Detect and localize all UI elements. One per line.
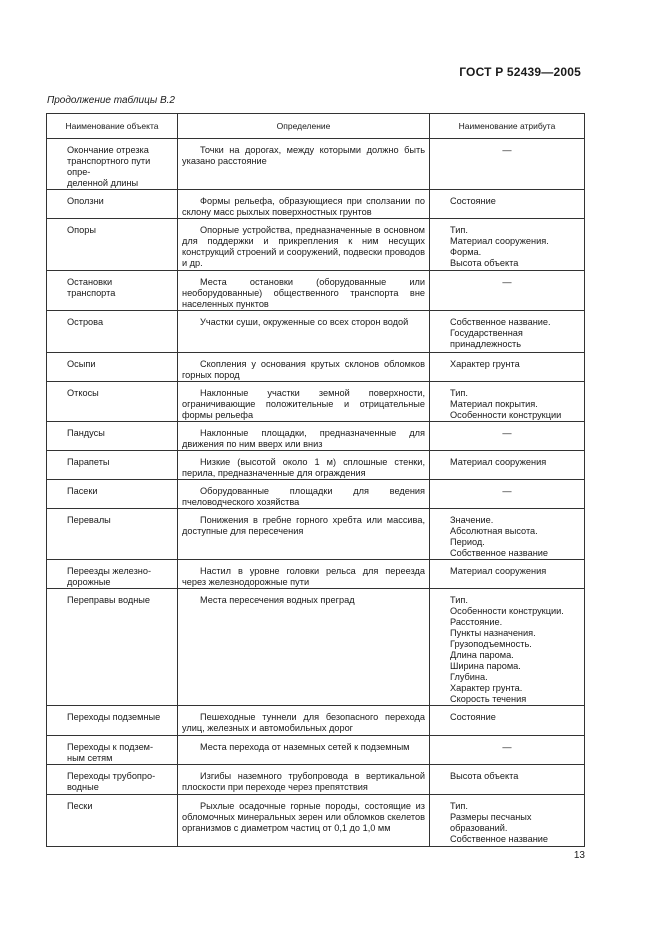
attribute-text: — [502, 742, 512, 752]
attribute-text: — [502, 428, 512, 438]
definition-text: Опорные устройства, предназначенные в основном для поддержки и прикрепления к ним несущих конструкций строений и сооружений, подвески проводов и др. [182, 225, 425, 268]
attribute-text: Значение. Абсолютная высота. Период. Собственное название [450, 515, 549, 558]
attribute-text: — [502, 277, 512, 287]
attribute-text: — [502, 145, 512, 155]
table-row [47, 219, 585, 271]
object-name: Переходы подземные [67, 712, 161, 722]
definition-text: Скопления у основания крутых склонов обломков горных пород [182, 359, 425, 380]
definition-cell [178, 271, 430, 311]
attribute-cell [430, 509, 585, 560]
definition-text: Места пересечения водных преград [200, 595, 355, 605]
attribute-text: — [502, 486, 512, 496]
object-name-cell [47, 271, 178, 311]
table-header-row [47, 114, 585, 139]
attribute-text: Тип. Размеры песчаных образований. Собственное название [450, 801, 549, 844]
attribute-text: Характер грунта [450, 359, 520, 369]
table-row [47, 706, 585, 736]
object-name: Оползни [67, 196, 104, 206]
table-row [47, 736, 585, 765]
objects-table [46, 113, 585, 847]
table-row [47, 422, 585, 451]
table-row [47, 190, 585, 219]
attribute-text: Состояние [450, 196, 496, 206]
object-name: Перевалы [67, 515, 111, 525]
object-name: Переправы водные [67, 595, 150, 605]
attribute-text: Высота объекта [450, 771, 519, 781]
definition-text: Изгибы наземного трубопровода в вертикальной плоскости при переходе через препятствия [182, 771, 425, 792]
definition-cell [178, 560, 430, 589]
table-row [47, 795, 585, 847]
object-name: Переезды железно- дорожные [67, 566, 152, 587]
table-row [47, 271, 585, 311]
attribute-cell [430, 736, 585, 765]
table-row [47, 311, 585, 353]
attribute-cell [430, 480, 585, 509]
definition-cell [178, 311, 430, 353]
object-name-cell [47, 706, 178, 736]
attribute-cell [430, 422, 585, 451]
object-name: Осыпи [67, 359, 96, 369]
object-name: Переходы к подзем- ным сетям [67, 742, 154, 763]
object-name: Острова [67, 317, 104, 327]
object-name-cell [47, 219, 178, 271]
definition-text: Точки на дорогах, между которыми должно быть указано расстояние [182, 145, 425, 166]
table-row [47, 480, 585, 509]
attribute-text: Материал сооружения [450, 566, 547, 576]
definition-text: Оборудованные площадки для ведения пчеловодческого хозяйства [182, 486, 425, 507]
header-object-name: Наименование объекта [47, 114, 178, 139]
definition-cell [178, 190, 430, 219]
header-attribute-name: Наименование атрибута [430, 114, 585, 139]
attribute-cell [430, 451, 585, 480]
attribute-text: Тип. Материал покрытия. Особенности конструкции [450, 388, 562, 420]
attribute-cell [430, 353, 585, 382]
table-row [47, 353, 585, 382]
object-name-cell [47, 139, 178, 190]
object-name: Пасеки [67, 486, 98, 496]
attribute-cell [430, 382, 585, 422]
definition-text: Формы рельефа, образующиеся при сползании по склону масс рыхлых поверхностных грунтов [182, 196, 425, 217]
attribute-cell [430, 765, 585, 795]
object-name-cell [47, 480, 178, 509]
definition-cell [178, 451, 430, 480]
object-name: Остановки транспорта [67, 277, 116, 298]
definition-cell [178, 480, 430, 509]
definition-cell [178, 382, 430, 422]
attribute-cell [430, 139, 585, 190]
object-name: Пандусы [67, 428, 105, 438]
attribute-text: Тип. Материал сооружения. Форма. Высота объекта [450, 225, 549, 268]
table-row [47, 451, 585, 480]
object-name-cell [47, 795, 178, 847]
object-name-cell [47, 311, 178, 353]
object-name: Окончание отрезка транспортного пути опре- деленной длины [67, 145, 151, 188]
object-name-cell [47, 736, 178, 765]
attribute-text: Собственное название. Государственная принадлежность [450, 317, 551, 349]
table-body [47, 139, 585, 847]
attribute-cell [430, 219, 585, 271]
attribute-cell [430, 560, 585, 589]
object-name-cell [47, 765, 178, 795]
table-caption: Продолжение таблицы В.2 [47, 95, 175, 106]
attribute-cell [430, 190, 585, 219]
definition-text: Пешеходные туннели для безопасного перехода улиц, железных и автомобильных дорог [182, 712, 425, 733]
definition-text: Низкие (высотой около 1 м) сплошные стенки, перила, предназначенные для ограждения [182, 457, 425, 478]
definition-text: Места остановки (оборудованные или необорудованные) общественного транспорта вне населенных пунктов [182, 277, 425, 309]
object-name-cell [47, 190, 178, 219]
definition-cell [178, 509, 430, 560]
definition-text: Участки суши, окруженные со всех сторон водой [200, 317, 409, 327]
attribute-text: Тип. Особенности конструкции. Расстояние. Пункты назначения. Грузоподъемность. Длина парома. Ширина парома. Глубина. Характер грунта. Скорость течения [450, 595, 564, 704]
object-name: Откосы [67, 388, 99, 398]
definition-cell [178, 422, 430, 451]
object-name-cell [47, 353, 178, 382]
definition-cell [178, 589, 430, 706]
object-name: Парапеты [67, 457, 110, 467]
definition-cell [178, 706, 430, 736]
object-name-cell [47, 451, 178, 480]
attribute-cell [430, 271, 585, 311]
object-name: Пески [67, 801, 93, 811]
attribute-text: Материал сооружения [450, 457, 547, 467]
object-name-cell [47, 422, 178, 451]
definition-text: Наклонные участки земной поверхности, ограничивающие положительные и отрицательные формы рельефа [182, 388, 425, 420]
object-name-cell [47, 509, 178, 560]
document-id: ГОСТ Р 52439—2005 [459, 65, 581, 79]
object-name: Опоры [67, 225, 96, 235]
definition-cell [178, 353, 430, 382]
table-row [47, 139, 585, 190]
attribute-cell [430, 795, 585, 847]
object-name-cell [47, 560, 178, 589]
attribute-cell [430, 311, 585, 353]
definition-cell [178, 139, 430, 190]
table-row [47, 509, 585, 560]
object-name-cell [47, 589, 178, 706]
definition-text: Места перехода от наземных сетей к подземным [200, 742, 410, 752]
table-row [47, 589, 585, 706]
definition-cell [178, 765, 430, 795]
page-number: 13 [573, 850, 585, 861]
table-row [47, 382, 585, 422]
attribute-cell [430, 589, 585, 706]
attribute-cell [430, 706, 585, 736]
header-definition: Определение [178, 114, 430, 139]
definition-cell [178, 736, 430, 765]
table-row [47, 765, 585, 795]
definition-cell [178, 795, 430, 847]
attribute-text: Состояние [450, 712, 496, 722]
object-name-cell [47, 382, 178, 422]
object-name: Переходы трубопро- водные [67, 771, 156, 792]
definition-text: Настил в уровне головки рельса для переезда через железнодорожные пути [182, 566, 425, 587]
definition-text: Понижения в гребне горного хребта или массива, доступные для пересечения [182, 515, 425, 536]
table-row [47, 560, 585, 589]
definition-text: Рыхлые осадочные горные породы, состоящие из обломочных минеральных зерен или обломков скелетов организмов с диаметром частиц от 0,1 до 1,0 мм [182, 801, 425, 833]
definition-cell [178, 219, 430, 271]
definition-text: Наклонные площадки, предназначенные для движения по ним вверх или вниз [182, 428, 425, 449]
